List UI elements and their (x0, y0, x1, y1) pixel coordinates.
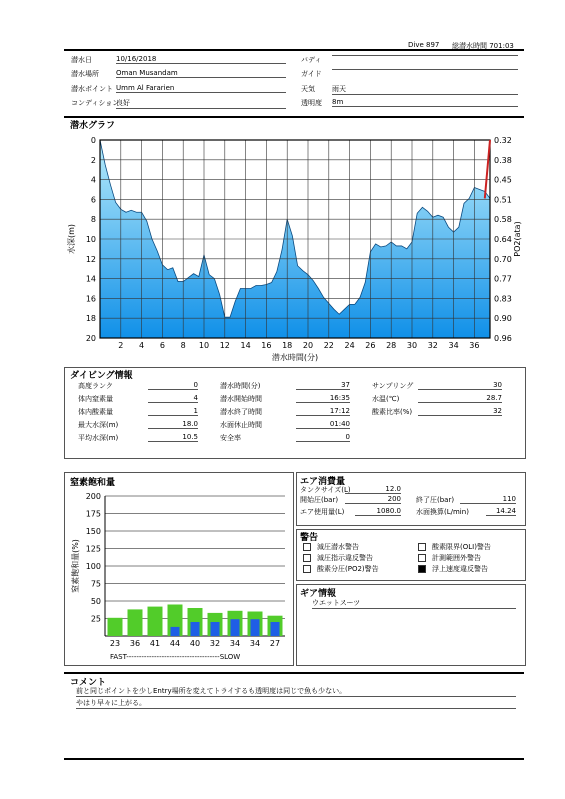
n2-y-tick-label: 50 (90, 597, 101, 606)
x-tick-label: 24 (344, 341, 355, 350)
dive-info-label: 体内窒素量 (78, 395, 113, 403)
n2-bar-blue (271, 622, 280, 636)
y-tick-label: 18 (85, 314, 96, 324)
y2-tick-label: 0.64 (494, 235, 512, 244)
y-tick-label: 0 (90, 136, 96, 145)
dive-info-value: 18.0 (148, 420, 198, 429)
warning-label: 計測範囲外警告 (432, 554, 481, 562)
dive-info-value: 10.5 (148, 433, 198, 442)
dive-info-label: 体内酸素量 (78, 408, 113, 416)
y-tick-label: 16 (85, 294, 96, 304)
comment-title: コメント (70, 678, 107, 688)
n2-x-axis-label: FAST-------------------------------------SLOW (110, 653, 241, 661)
info-label: 潜水場所 (71, 70, 99, 78)
dive-info-value: 32 (418, 407, 502, 416)
dive-info-value: 1 (148, 407, 198, 416)
checkbox-empty-icon (418, 543, 426, 551)
gear-title: ギア情報 (300, 589, 337, 599)
nitrogen-chart (64, 488, 292, 664)
graph-title: 潜水グラフ (70, 121, 116, 131)
header-divider (64, 49, 524, 51)
warning-label: 減圧潜水警告 (317, 543, 359, 551)
dive-info-label: 潜水開始時間 (220, 395, 262, 403)
checkbox-empty-icon (303, 543, 311, 551)
y-axis-label: 水深(m) (67, 223, 76, 255)
tank-size-label: タンクサイズ(L) (300, 486, 351, 494)
warning-item (418, 553, 481, 563)
dive-info-value: 37 (296, 381, 350, 390)
info-label: 透明度 (301, 99, 322, 107)
checkbox-empty-icon (303, 554, 311, 562)
n2-x-tick-label: 41 (149, 639, 161, 648)
warning-item (303, 542, 359, 552)
y2-axis-label: PO2(ata) (513, 221, 522, 257)
y2-tick-label: 0.32 (494, 136, 512, 145)
surface-rate-value: 14.24 (486, 507, 516, 516)
dive-info-label: 最大水深(m) (78, 421, 119, 429)
y-tick-label: 10 (85, 235, 96, 244)
info-label: 潜水日 (71, 56, 92, 64)
dive-info-value: 0 (296, 433, 350, 442)
info-value (332, 55, 518, 56)
x-tick-label: 16 (261, 341, 272, 350)
x-tick-label: 12 (219, 341, 230, 350)
y-tick-label: 2 (90, 155, 96, 165)
x-tick-label: 4 (139, 341, 145, 350)
y2-tick-label: 0.96 (494, 334, 512, 343)
x-tick-label: 6 (159, 341, 165, 350)
info-label: バディ (301, 56, 322, 64)
y-tick-label: 12 (85, 254, 96, 264)
x-tick-label: 2 (118, 341, 124, 350)
n2-bar-green (108, 618, 123, 636)
n2-y-tick-label: 100 (85, 562, 101, 571)
x-tick-label: 26 (365, 341, 376, 350)
warning-item (303, 564, 379, 574)
y2-tick-label: 0.45 (494, 175, 512, 185)
info-value: 8m (332, 98, 518, 107)
dive-info-value: 17:12 (296, 407, 350, 416)
comment-divider (64, 672, 524, 674)
dive-info-value: 4 (148, 394, 198, 403)
n2-y-tick-label: 75 (90, 579, 101, 589)
info-label: ガイド (301, 70, 322, 78)
n2-x-tick-label: 40 (189, 639, 201, 648)
x-tick-label: 20 (302, 341, 314, 350)
info-value: Oman Musandam (116, 69, 286, 78)
n2-x-tick-label: 34 (249, 639, 261, 648)
x-tick-label: 30 (406, 341, 418, 350)
y-tick-label: 20 (85, 334, 96, 343)
dive-info-title: ダイビング情報 (70, 371, 133, 381)
x-axis-label: 潜水時間(分) (271, 353, 319, 362)
n2-bar-blue (211, 622, 220, 636)
dive-info-label: 平均水深(m) (78, 434, 119, 442)
y-tick-label: 8 (90, 215, 96, 225)
y2-tick-label: 0.70 (494, 254, 512, 264)
n2-bar-blue (171, 627, 180, 636)
tank-size-value: 12.0 (345, 485, 401, 494)
checkbox-checked-icon (418, 565, 426, 573)
dive-info-label: 潜水時間(分) (220, 382, 261, 390)
n2-x-tick-label: 32 (209, 639, 221, 648)
dive-info-label: 水面休止時間 (220, 421, 262, 429)
warning-label: 減圧指示違反警告 (317, 554, 373, 562)
end-pressure-value: 110 (460, 495, 516, 504)
n2-y-tick-label: 175 (85, 509, 101, 519)
y-tick-label: 6 (90, 195, 96, 205)
dive-info-value: 01:40 (296, 420, 350, 429)
n2-bar-green (128, 609, 143, 636)
dive-info-value: 16:35 (296, 394, 350, 403)
graph-divider (64, 116, 524, 118)
air-title: エア消費量 (300, 477, 346, 487)
info-value (332, 69, 518, 70)
y-tick-label: 4 (90, 175, 96, 185)
n2-bar-blue (191, 622, 200, 636)
y2-tick-label: 0.58 (494, 215, 512, 225)
warning-item (418, 564, 488, 574)
dive-info-label: 潜水終了時間 (220, 408, 262, 416)
dive-info-value: 0 (148, 381, 198, 390)
x-tick-label: 8 (180, 341, 186, 350)
warning-item (418, 542, 491, 552)
warning-label: 浮上速度違反警告 (432, 565, 488, 573)
gear-value: ウエットスーツ (312, 598, 516, 609)
air-used-value: 1080.0 (355, 507, 401, 516)
x-tick-label: 18 (282, 341, 293, 350)
n2-y-tick-label: 150 (85, 527, 101, 536)
x-tick-label: 28 (386, 341, 397, 350)
dive-info-value: 28.7 (418, 394, 502, 403)
n2-x-tick-label: 34 (229, 639, 241, 648)
x-tick-label: 34 (448, 341, 459, 350)
x-tick-label: 14 (240, 341, 251, 350)
dive-info-value: 30 (418, 381, 502, 390)
dive-info-label: 酸素比率(%) (372, 408, 413, 416)
n2-y-axis-label: 窒素飽和量(%) (71, 539, 80, 593)
y2-tick-label: 0.51 (494, 195, 512, 205)
warning-label: 酸素分圧(PO2)警告 (317, 565, 379, 573)
info-value: 10/16/2018 (116, 55, 286, 64)
checkbox-empty-icon (303, 565, 311, 573)
x-tick-label: 10 (198, 341, 210, 350)
end-pressure-label: 終了圧(bar) (416, 496, 455, 504)
dive-info-label: 水温(℃) (372, 395, 400, 403)
dive-info-label: 安全率 (220, 434, 241, 442)
n2-bar-blue (251, 619, 260, 636)
surface-rate-label: 水面換算(L/min) (416, 508, 469, 516)
n2-x-tick-label: 36 (129, 639, 141, 648)
x-tick-label: 36 (469, 341, 480, 350)
x-tick-label: 32 (427, 341, 438, 350)
start-pressure-label: 開始圧(bar) (300, 496, 339, 504)
n2-bar-green (148, 607, 163, 636)
n2-y-tick-label: 25 (90, 614, 101, 624)
total-dive-time: 総潜水時間 701:03 (452, 42, 514, 50)
info-value: Umm Al Fararien (116, 84, 286, 93)
y-tick-label: 14 (85, 274, 96, 284)
info-label: コンディション (71, 99, 120, 107)
x-tick-label: 22 (323, 341, 334, 350)
n2-y-tick-label: 125 (85, 544, 101, 554)
n2-x-tick-label: 27 (269, 639, 281, 648)
dive-number: Dive 897 (408, 41, 440, 49)
warning-label: 酸素限界(OLI)警告 (432, 543, 491, 551)
depth-chart (60, 128, 540, 368)
n2-y-tick-label: 200 (85, 492, 101, 501)
checkbox-empty-icon (418, 554, 426, 562)
y2-tick-label: 0.38 (494, 155, 512, 165)
info-label: 潜水ポイント (71, 85, 113, 93)
footer-divider (64, 758, 524, 760)
comment-line-2: やはり早々に上がる。 (76, 698, 516, 709)
dive-info-label: 高度ランク (78, 382, 113, 390)
dive-info-label: サンプリング (372, 382, 414, 390)
info-value: 雨天 (332, 84, 518, 95)
y2-tick-label: 0.90 (494, 314, 512, 324)
n2-x-tick-label: 44 (169, 639, 181, 648)
nitrogen-title: 窒素飽和量 (70, 478, 116, 488)
air-used-label: エア使用量(L) (300, 508, 345, 516)
n2-bar-blue (231, 619, 240, 636)
y2-tick-label: 0.77 (494, 274, 512, 284)
info-value: 良好 (116, 98, 286, 109)
info-label: 天気 (301, 85, 315, 93)
warnings-title: 警告 (300, 533, 319, 543)
y2-tick-label: 0.83 (494, 294, 512, 304)
comment-line-1: 前と同じポイントを少しEntry場所を変えてトライするも透明度は同じで魚も少ない。 (76, 686, 516, 697)
start-pressure-value: 200 (345, 495, 401, 504)
n2-x-tick-label: 23 (109, 639, 121, 648)
warning-item (303, 553, 373, 563)
